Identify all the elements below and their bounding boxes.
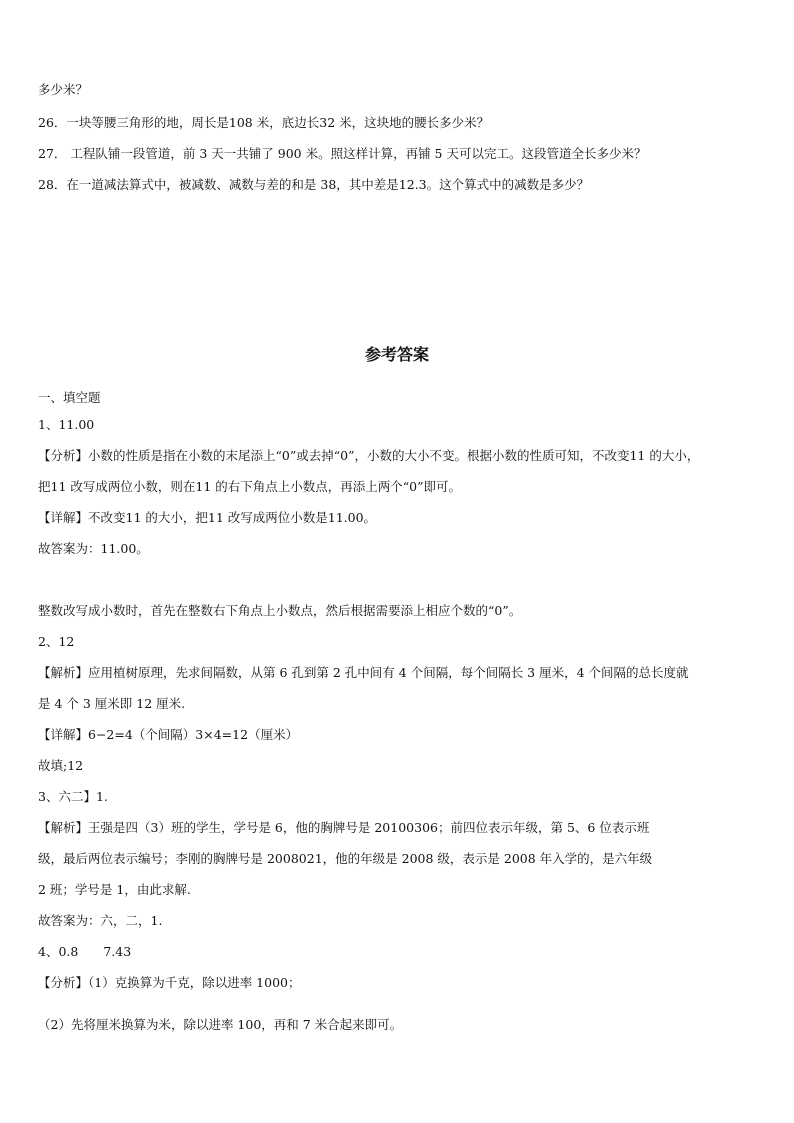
question-28: 28．在一道减法算式中，被减数、减数与差的和是 38，其中差是12.3。这个算式中的减数是多少？: [38, 177, 590, 192]
answer-2-detail: 【详解】6−2=4（个间隔）3×4=12（厘米）: [38, 727, 299, 742]
answer-1-detail: 【详解】不改变11 的大小，把11 改写成两位小数是11.00。: [38, 510, 377, 525]
answer-2-analysis-line-2: 是 4 个 3 厘米即 12 厘米.: [38, 696, 186, 711]
answer-2-analysis-line-1: 【解析】应用植树原理，先求间隔数，从第 6 孔到第 2 孔中间有 4 个间隔，每个间隔长 3 厘米，4 个间隔的总长度就: [38, 665, 689, 680]
question-25-tail: 多少米？: [38, 82, 89, 97]
answer-2-answer: 故填;12: [38, 758, 84, 773]
answer-3-analysis-line-1: 【解析】王强是四（3）班的学生，学号是 6，他的胸牌号是 20100306；前四位表示年级，第 5、6 位表示班: [38, 820, 650, 835]
answer-3-analysis-line-2: 级，最后两位表示编号；李刚的胸牌号是 2008021，他的年级是 2008 级，表示是 2008 年入学的，是六年级: [38, 851, 653, 866]
answer-3-head: 3、六二】1.: [38, 789, 108, 804]
section-heading: 一、填空题: [38, 390, 101, 405]
question-26: 26．一块等腰三角形的地，周长是108 米，底边长32 米，这块地的腰长多少米？: [38, 115, 490, 130]
answer-4-analysis-line-1: 【分析】（1）克换算为千克，除以进率 1000；: [38, 975, 301, 990]
answer-2-head: 2、12: [38, 634, 75, 649]
answer-3-answer: 故答案为：六，二，1.: [38, 913, 163, 928]
answer-1-note: 整数改写成小数时，首先在整数右下角点上小数点，然后根据需要添上相应个数的“0”。: [38, 603, 522, 618]
answer-1-head: 1、11.00: [38, 417, 95, 432]
question-27: 27． 工程队铺一段管道，前 3 天一共铺了 900 米。照这样计算，再铺 5 天可以完工。这段管道全长多少米？: [38, 146, 647, 161]
answer-4-analysis-line-2: （2）先将厘米换算为米，除以进率 100，再和 7 米合起来即可。: [38, 1017, 403, 1032]
answer-1-analysis-line-1: 【分析】小数的性质是指在小数的末尾添上“0”或去掉“0”，小数的大小不变。根据小数的性质可知，不改变11 的大小，: [38, 448, 700, 463]
answer-4-head: 4、0.8 7.43: [38, 944, 132, 959]
answer-1-answer: 故答案为：11.00。: [38, 541, 149, 556]
answer-1-analysis-line-2: 把11 改写成两位小数，则在11 的右下角点上小数点，再添上两个“0”即可。: [38, 479, 461, 494]
answer-3-analysis-line-3: 2 班；学号是 1，由此求解.: [38, 882, 191, 897]
answers-title: 参考答案: [364, 345, 429, 364]
